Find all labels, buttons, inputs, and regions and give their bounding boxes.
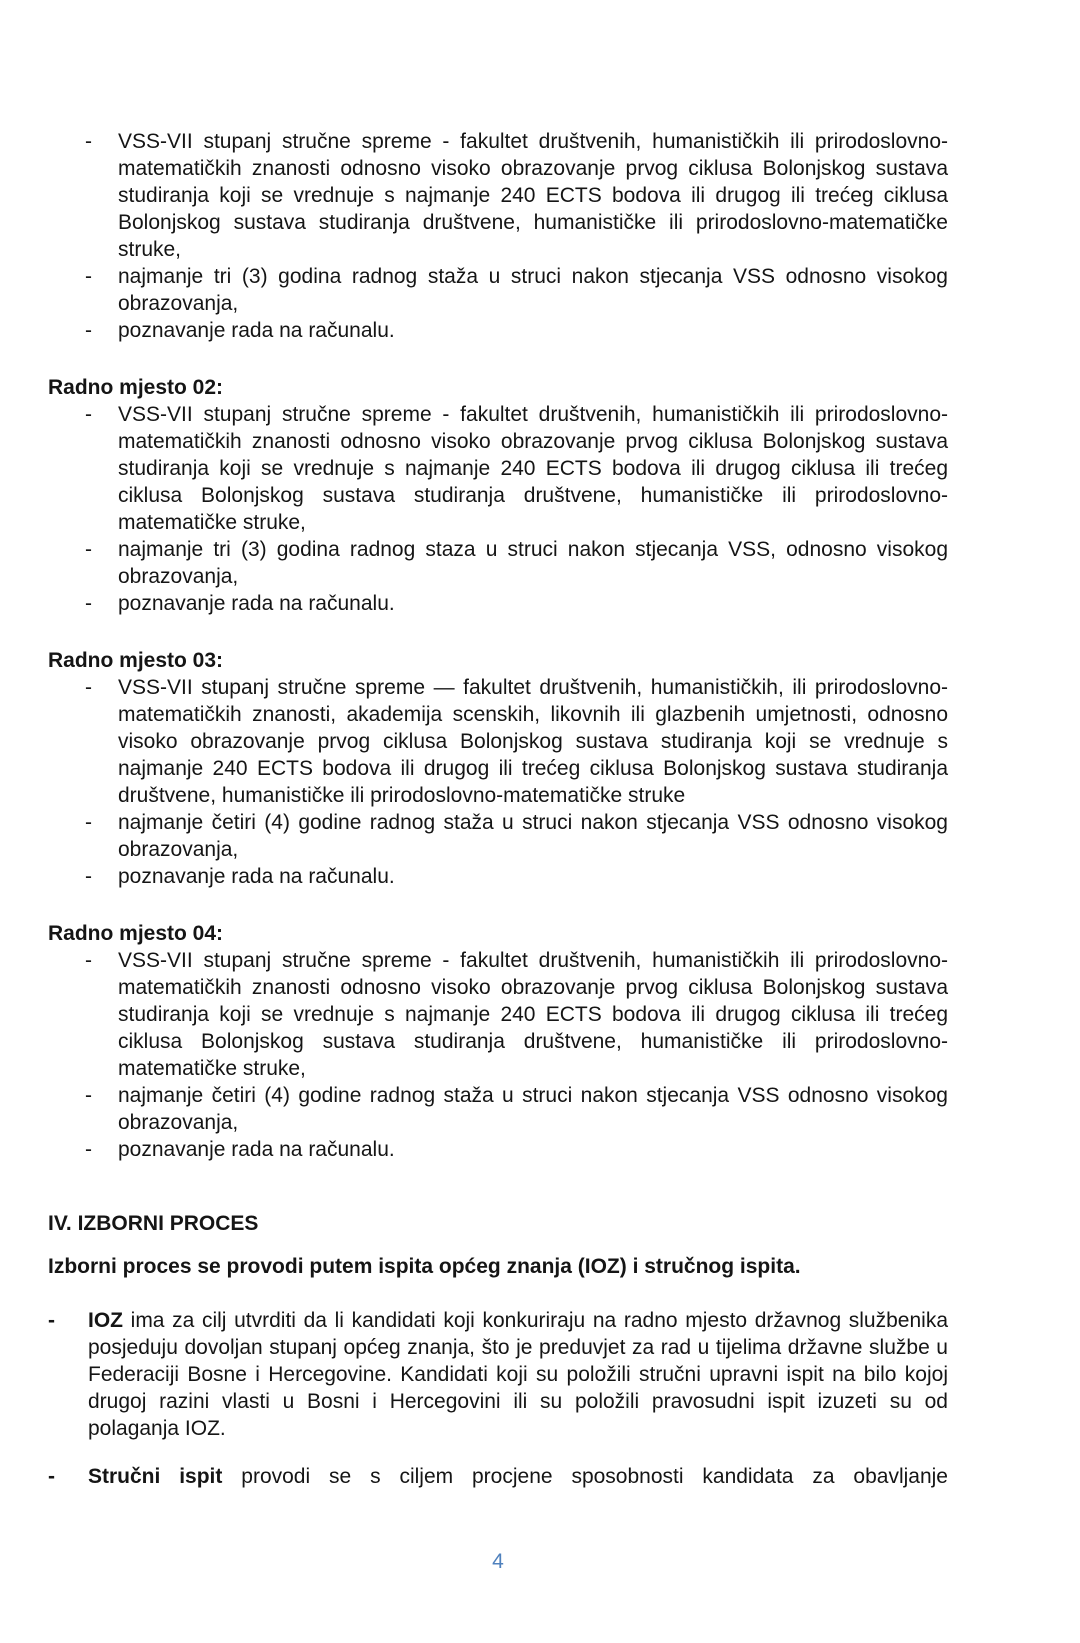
strucni-ispit-bullet [48,1463,948,1490]
requirement-text: najmanje četiri (4) godine radnog staža u struci nakon stjecanja VSS odnosno visokog obrazovanja, [118,1084,948,1134]
ioz-text: ima za cilj utvrditi da li kandidati koji konkuriraju na radno mjesto državnog službenika posjeduju dovoljan stupanj općeg znanja, što je preduvjet za rad u tijelima državne službe u Federaciji Bosne i Hercegovine. Kandidati koji su položili stručni upravni ispit na bilo kojoj drugoj razini vlasti u Bosni i Hercegovini ili su položili pravosudni ispit izuzeti su od polaganja IOZ. [88,1309,948,1440]
bullet-dash: - [85,319,92,342]
requirement-item [85,947,948,1082]
requirement-text: najmanje četiri (4) godine radnog staža u struci nakon stjecanja VSS odnosno visokog obrazovanja, [118,811,948,861]
requirements-list-04 [85,947,948,1163]
requirement-item [85,1082,948,1136]
requirement-text: VSS-VII stupanj stručne spreme - fakultet društvenih, humanističkih ili prirodoslovno-matematičkih znanosti odnosno visoko obrazovanje prvog ciklusa Bolonjskog sustava studiranja koji se vrednuje s najmanje 240 ECTS bodova ili drugog ciklusa ili trećeg ciklusa Bolonjskog sustava studiranja društvene, humanističke ili prirodoslovno-matematičke struke, [118,403,948,534]
requirement-item [85,401,948,536]
requirement-item [85,809,948,863]
bullet-dash: - [85,265,92,288]
izborni-proces-lead: Izborni proces se provodi putem ispita općeg znanja (IOZ) i stručnog ispita. [48,1255,801,1278]
bullet-dash: - [85,538,92,561]
ioz-bold-label: IOZ [88,1309,123,1332]
requirement-text: najmanje tri (3) godina radnog staža u struci nakon stjecanja VSS odnosno visokog obrazovanja, [118,265,948,315]
bullet-dash: - [85,403,92,426]
requirements-list-03 [85,674,948,890]
requirement-item [85,674,948,809]
heading-izborni-proces: IV. IZBORNI PROCES [48,1212,259,1235]
requirement-text: VSS-VII stupanj stručne spreme - fakultet društvenih, humanističkih ili prirodoslovno-matematičkih znanosti odnosno visoko obrazovanje prvog ciklusa Bolonjskog sustava studiranja koji se vrednuje s najmanje 240 ECTS bodova ili drugog ili trećeg ciklusa Bolonjskog sustava studiranja društvene, humanističke ili prirodoslovno-matematičke struke, [118,130,948,261]
heading-radno-mjesto-02: Radno mjesto 02: [48,376,224,399]
requirement-item [85,536,948,590]
page-number: 4 [492,1550,504,1573]
requirement-text: VSS-VII stupanj stručne spreme — fakultet društvenih, humanističkih, ili prirodoslovno-matematičkih znanosti, akademija scenskih, likovnih ili glazbenih umjetnosti, odnosno visoko obrazovanje prvog ciklusa Bolonjskog sustava studiranja koji se vrednuje s najmanje 240 ECTS bodova ili drugog ili trećeg ciklusa Bolonjskog sustava studiranja društvene, humanističke ili prirodoslovno-matematičke struke [118,676,948,807]
requirement-item [85,317,948,344]
bullet-dash: - [85,130,92,153]
heading-radno-mjesto-03: Radno mjesto 03: [48,649,224,672]
requirement-item [85,863,948,890]
bullet-dash: - [85,949,92,972]
bullet-dash: - [48,1309,55,1332]
bullet-dash: - [85,865,92,888]
requirement-item [85,590,948,617]
strucni-bold-label: Stručni ispit [88,1465,223,1488]
ioz-bullet [48,1307,948,1442]
requirement-item [85,128,948,263]
bullet-dash: - [85,592,92,615]
bullet-dash: - [48,1465,55,1488]
requirements-list-02 [85,401,948,617]
bullet-dash: - [85,811,92,834]
strucni-text: provodi se s ciljem procjene sposobnosti kandidata za obavljanje [222,1465,948,1488]
requirement-text: poznavanje rada na računalu. [118,865,395,888]
requirement-text: poznavanje rada na računalu. [118,1138,395,1161]
requirement-text: najmanje tri (3) godina radnog staza u struci nakon stjecanja VSS, odnosno visokog obrazovanja, [118,538,948,588]
heading-radno-mjesto-04: Radno mjesto 04: [48,922,224,945]
requirement-text: poznavanje rada na računalu. [118,319,395,342]
bullet-dash: - [85,676,92,699]
requirements-list-continued [85,128,948,344]
bullet-dash: - [85,1138,92,1161]
requirement-text: VSS-VII stupanj stručne spreme - fakultet društvenih, humanističkih ili prirodoslovno-matematičkih znanosti odnosno visoko obrazovanje prvog ciklusa Bolonjskog sustava studiranja koji se vrednuje s najmanje 240 ECTS bodova ili drugog ciklusa ili trećeg ciklusa Bolonjskog sustava studiranja društvene, humanističke ili prirodoslovno-matematičke struke, [118,949,948,1080]
requirement-text: poznavanje rada na računalu. [118,592,395,615]
bullet-dash: - [85,1084,92,1107]
requirement-item [85,1136,948,1163]
requirement-item [85,263,948,317]
